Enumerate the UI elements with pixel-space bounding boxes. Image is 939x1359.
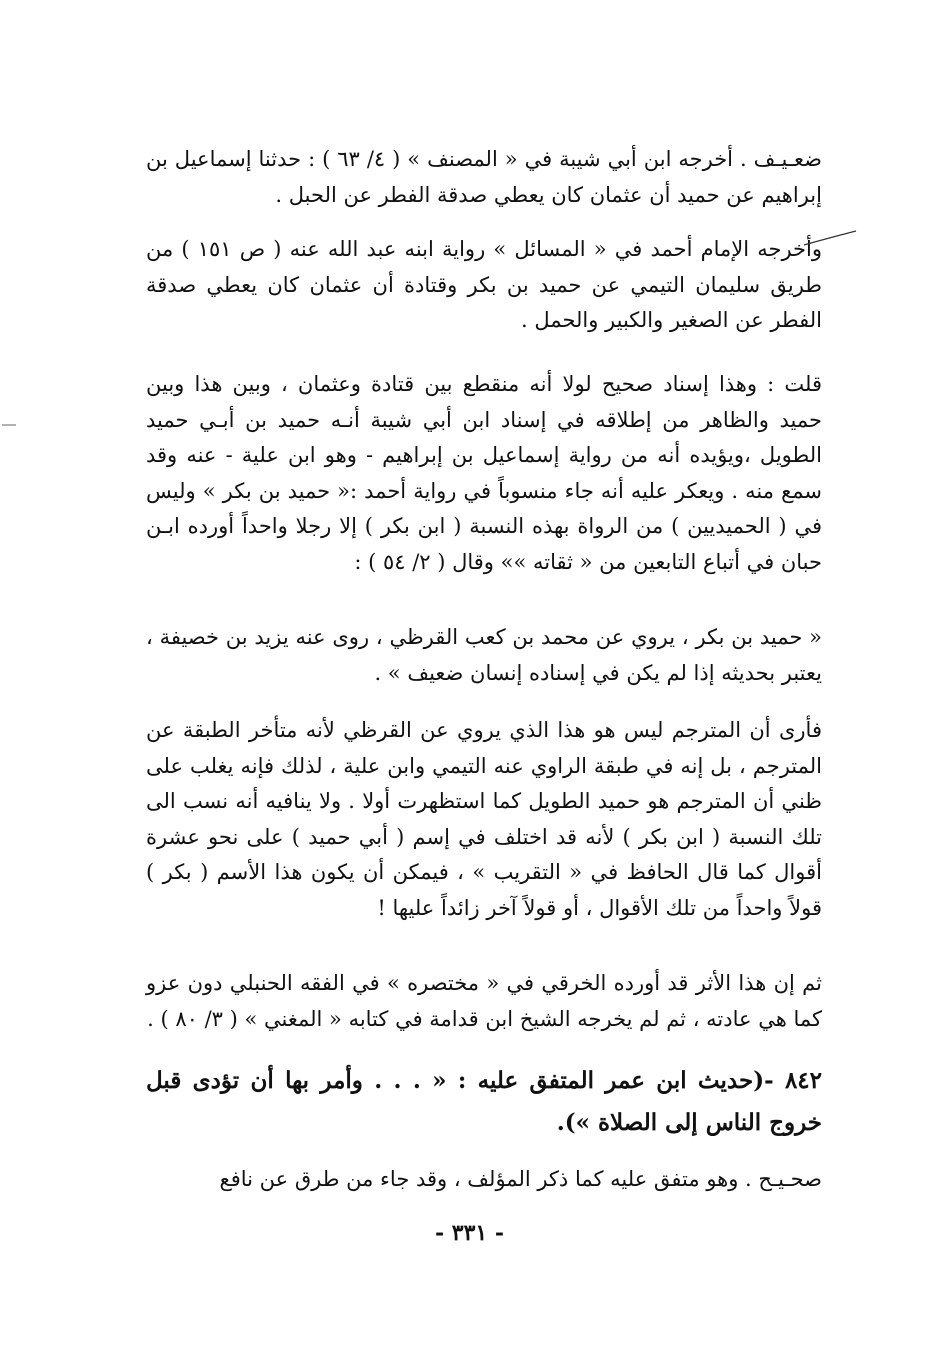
quoted-paragraph: « حميد بن بكر ، يروي عن محمد بن كعب القرظي ، روى عنه يزيد بن خصيفة ، يعتبر بحديثه إذا لم يكن في إسناده إنسان ضعيف » .	[146, 625, 822, 685]
paragraph-4: فأرى أن المترجم ليس هو هذا الذي يروي عن القرظي لأنه متأخر الطبقة عن المترجم ، بل إنه في طبقة الراوي عنه التيمي وابن علية ، لذلك فإنه يغلب على ظني أن المترجم هو حميد الطويل كما استظهرت أولا . ولا ينافيه أنه نسب الى تلك النسبة ( ابن بكر ) لأنه قد اختلف في إسم ( أبي حميد ) على نحو عشرة أقوال كما قال الحافظ في « التقريب » ، فيمكن أن يكون هذا الأسم ( بكر ) قولاً واحداً من تلك الأقوال ، أو قولاً آخر زائداً عليها !	[146, 718, 822, 920]
hadith-heading: ٨٤٢ -(حديث ابن عمر المتفق عليه : « . . . وأمر بها أن تؤدى قبل خروج الناس إلى الصلاة »).	[146, 1067, 822, 1136]
margin-mark	[0, 415, 20, 435]
paragraph-3: قلت : وهذا إسناد صحيح لولا أنه منقطع بين قتادة وعثمان ، وبين هذا وبين حميد والظاهر من إطلاقه في إسناد ابن أبي شيبة أنـه حميد بن أبـي حميد الطويل ،ويؤيده أنه من رواية إسماعيل بن إبراهيم - وهو ابن علية - عنه وقد سمع منه . ويعكر عليه أنه جاء منسوباً في رواية أحمد :« حميد بن بكر » وليس في ( الحميديين ) من الرواة بهذه النسبة ( ابن بكر ) إلا رجلا واحداً أورده ابـن حبان في أتباع التابعين من « ثقاته »» وقال ( ٢/ ٥٤ ) :	[146, 372, 822, 574]
paragraph-5: ثم إن هذا الأثر قد أورده الخرقي في « مختصره » في الفقه الحنبلي دون عزو كما هي عادته ، ثم لم يخرجه الشيخ ابن قدامة في كتابه « المغني » ( ٣/ ٨٠ ) .	[146, 971, 822, 1031]
margin-pen-stroke	[800, 225, 860, 255]
paragraph-1: ضعـيـف . أخرجه ابن أبي شيبة في « المصنف » ( ٤/ ٦٣ ) : حدثنا إسماعيل بن إبراهيم عن حميد أن عثمان كان يعطي صدقة الفطر عن الحبل .	[146, 147, 822, 207]
paragraph-6: صحـيـح . وهو متفق عليه كما ذكر المؤلف ، وقد جاء من طرق عن نافع	[219, 1167, 822, 1191]
page-number: - ٣٣١ -	[434, 1220, 505, 1246]
paragraph-2: وأخرجه الإمام أحمد في « المسائل » رواية ابنه عبد الله عنه ( ص ١٥١ ) من طريق سليمان التيمي عن حميد بن بكر وقتادة أن عثمان كان يعطي صدقة الفطر عن الصغير والكبير والحمل .	[146, 237, 822, 332]
